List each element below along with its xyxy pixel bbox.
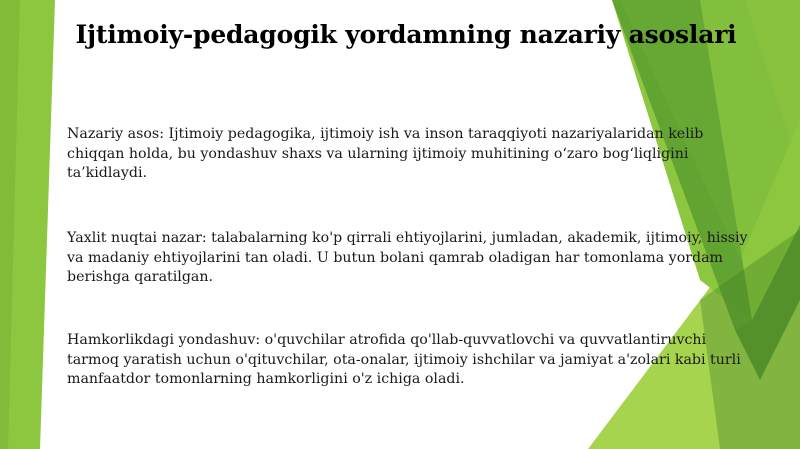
paragraph-holistic-view: Yaxlit nuqtai nazar: talabalarning ko'p qirrali ehtiyojlarini, jumladan, akademik, ijtimoiy, hissiy va madaniy ehtiyojlarini tan oladi. U butun bolani qamrab oladigan har tomonlama yordam berishga qaratilgan.: [67, 230, 748, 285]
slide-title: Ijtimoiy-pedagogik yordamning nazariy asoslari: [75, 20, 737, 49]
paragraph-collaborative-approach: Hamkorlikdagi yondashuv: o'quvchilar atrofida qo'llab-quvvatlovchi va quvvatlantiruvchi tarmoq yaratish uchun o'qituvchilar, ota-onalar, ijtimoiy ishchilar va jamiyat a'zolari kabi turli manfaatdor tomonlarning hamkorligini o'z ichiga oladi.: [67, 332, 741, 387]
paragraph-theoretical-basis: Nazariy asos: Ijtimoiy pedagogika, ijtimoiy ish va inson taraqqiyoti nazariyalaridan kelib chiqqan holda, bu yondashuv shaxs va ularning ijtimoiy muhitining o‘zaro bog‘liqligini ta’kidlaydi.: [67, 126, 704, 181]
